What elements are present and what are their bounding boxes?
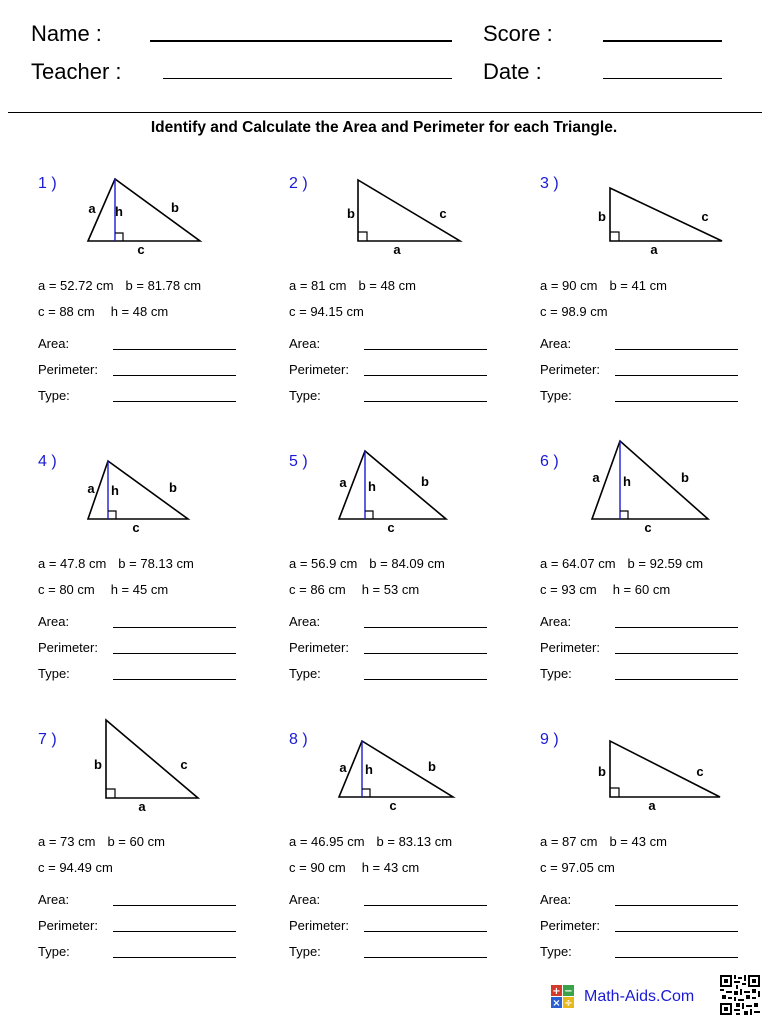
type-label: Type: — [289, 388, 321, 403]
side-label-a: a — [339, 475, 347, 490]
perimeter-answer-field[interactable] — [113, 931, 236, 932]
given-values-line-2 — [38, 860, 129, 875]
given-values-line-2 — [540, 304, 624, 319]
given-values-line-1 — [540, 834, 679, 849]
given-value: a = 81 cm — [289, 278, 347, 293]
given-value: a = 90 cm — [540, 278, 598, 293]
given-value: a = 87 cm — [540, 834, 598, 849]
triangle-figure — [38, 453, 258, 543]
given-values-line-1 — [38, 278, 213, 293]
given-value: c = 80 cm — [38, 582, 95, 597]
given-value: h = 53 cm — [361, 582, 420, 597]
side-label-a: a — [650, 242, 658, 257]
area-label: Area: — [540, 336, 572, 351]
type-label: Type: — [540, 944, 572, 959]
area-label: Area: — [289, 892, 321, 907]
score-field[interactable] — [603, 40, 722, 42]
right-angle-marker — [620, 511, 628, 519]
area-answer-field[interactable] — [364, 905, 487, 906]
given-value: b = 84.09 cm — [369, 556, 445, 571]
perimeter-answer-field[interactable] — [615, 375, 738, 376]
problem-6 — [540, 453, 768, 713]
side-label-b: b — [347, 206, 355, 221]
date-field[interactable] — [603, 78, 722, 79]
area-answer-field[interactable] — [615, 905, 738, 906]
right-angle-marker — [106, 789, 115, 798]
area-label: Area: — [289, 336, 321, 351]
qr-code-icon — [720, 975, 760, 1015]
area-label: Area: — [38, 614, 70, 629]
side-label-h: h — [623, 474, 631, 489]
side-label-c: c — [389, 798, 397, 813]
side-label-b: b — [598, 209, 606, 224]
type-answer-field[interactable] — [615, 679, 738, 680]
header-divider — [8, 112, 762, 113]
svg-text:÷: ÷ — [564, 998, 573, 1009]
given-values-line-2 — [540, 582, 686, 597]
type-answer-field[interactable] — [615, 401, 738, 402]
given-value: c = 88 cm — [38, 304, 95, 319]
perimeter-label: Perimeter: — [289, 640, 349, 655]
given-value: c = 90 cm — [289, 860, 346, 875]
side-label-c: c — [137, 242, 145, 257]
problem-number: 8 ) — [289, 731, 308, 748]
side-label-c: c — [180, 757, 188, 772]
side-label-c: c — [132, 520, 140, 535]
svg-text:×: × — [552, 998, 561, 1009]
teacher-label: Teacher : — [31, 59, 122, 84]
problem-number: 9 ) — [540, 731, 559, 748]
given-value: h = 48 cm — [110, 304, 169, 319]
perimeter-answer-field[interactable] — [364, 653, 487, 654]
area-answer-field[interactable] — [364, 349, 487, 350]
type-label: Type: — [38, 944, 70, 959]
side-label-c: c — [644, 520, 652, 535]
svg-text:−: − — [564, 986, 573, 997]
given-value: a = 64.07 cm — [540, 556, 616, 571]
teacher-field[interactable] — [163, 78, 452, 79]
area-answer-field[interactable] — [113, 905, 236, 906]
side-label-b: b — [428, 759, 436, 774]
given-value: a = 46.95 cm — [289, 834, 365, 849]
given-values-line-1 — [289, 278, 428, 293]
name-label: Name : — [31, 21, 102, 46]
type-answer-field[interactable] — [113, 401, 236, 402]
problem-1 — [38, 175, 278, 435]
side-label-b: b — [171, 200, 179, 215]
given-value: b = 41 cm — [609, 278, 667, 293]
problem-number: 7 ) — [38, 731, 57, 748]
calculator-icon — [551, 985, 575, 1009]
area-answer-field[interactable] — [615, 627, 738, 628]
date-label: Date : — [483, 59, 542, 84]
given-value: h = 60 cm — [612, 582, 671, 597]
problem-number: 2 ) — [289, 175, 308, 192]
area-answer-field[interactable] — [615, 349, 738, 350]
right-angle-marker — [115, 233, 123, 241]
triangle-figure — [540, 731, 760, 821]
side-label-h: h — [111, 483, 119, 498]
problem-number: 4 ) — [38, 453, 57, 470]
perimeter-label: Perimeter: — [289, 362, 349, 377]
area-answer-field[interactable] — [364, 627, 487, 628]
type-answer-field[interactable] — [364, 679, 487, 680]
side-label-a: a — [87, 481, 95, 496]
area-answer-field[interactable] — [113, 627, 236, 628]
area-label: Area: — [540, 614, 572, 629]
given-values-line-2 — [289, 304, 380, 319]
score-label: Score : — [483, 21, 553, 46]
problem-7 — [38, 731, 278, 991]
given-value: b = 92.59 cm — [627, 556, 704, 571]
site-link[interactable]: Math-Aids.Com — [584, 988, 695, 1005]
area-label: Area: — [289, 614, 321, 629]
perimeter-answer-field[interactable] — [113, 375, 236, 376]
area-label: Area: — [38, 892, 70, 907]
side-label-b: b — [598, 764, 606, 779]
problem-number: 3 ) — [540, 175, 559, 192]
given-values-line-1 — [38, 556, 206, 571]
side-label-a: a — [648, 798, 656, 813]
triangle-outline — [339, 451, 446, 519]
area-label: Area: — [540, 892, 572, 907]
side-label-a: a — [88, 201, 96, 216]
type-answer-field[interactable] — [113, 679, 236, 680]
given-value: c = 98.9 cm — [540, 304, 608, 319]
given-value: c = 94.15 cm — [289, 304, 364, 319]
given-values-line-1 — [540, 278, 679, 293]
svg-text:+: + — [552, 986, 561, 997]
side-label-b: b — [421, 474, 429, 489]
right-angle-marker — [108, 511, 116, 519]
right-angle-marker — [362, 789, 370, 797]
side-label-h: h — [368, 479, 376, 494]
triangle-figure — [38, 731, 258, 821]
given-value: a = 47.8 cm — [38, 556, 107, 571]
type-label: Type: — [38, 388, 70, 403]
right-angle-marker — [358, 232, 367, 241]
side-label-a: a — [592, 470, 600, 485]
given-value: b = 83.13 cm — [376, 834, 453, 849]
given-value: a = 56.9 cm — [289, 556, 358, 571]
type-answer-field[interactable] — [113, 957, 236, 958]
side-label-a: a — [393, 242, 401, 257]
perimeter-label: Perimeter: — [289, 918, 349, 933]
side-label-a: a — [138, 799, 146, 814]
triangle-figure — [289, 731, 509, 821]
given-value: b = 78.13 cm — [118, 556, 194, 571]
triangle-figure — [540, 453, 760, 543]
problem-5 — [289, 453, 529, 713]
triangle-outline — [592, 441, 708, 519]
problem-4 — [38, 453, 278, 713]
side-label-b: b — [94, 757, 102, 772]
given-value: b = 43 cm — [609, 834, 667, 849]
triangle-outline — [88, 179, 200, 241]
problem-number: 6 ) — [540, 453, 559, 470]
side-label-b: b — [169, 480, 177, 495]
given-value: b = 60 cm — [107, 834, 165, 849]
side-label-a: a — [339, 760, 347, 775]
problem-2 — [289, 175, 529, 435]
given-values-line-2 — [38, 304, 184, 319]
problem-number: 1 ) — [38, 175, 57, 192]
perimeter-label: Perimeter: — [38, 362, 98, 377]
perimeter-answer-field[interactable] — [615, 931, 738, 932]
problem-3 — [540, 175, 768, 435]
given-values-line-2 — [289, 860, 435, 875]
side-label-c: c — [696, 764, 704, 779]
side-label-c: c — [439, 206, 447, 221]
given-value: b = 81.78 cm — [125, 278, 202, 293]
given-values-line-1 — [38, 834, 177, 849]
given-values-line-2 — [540, 860, 631, 875]
name-field[interactable] — [150, 40, 452, 42]
perimeter-label: Perimeter: — [540, 640, 600, 655]
given-values-line-1 — [540, 556, 715, 571]
worksheet-title: Identify and Calculate the Area and Perimeter for each Triangle. — [150, 119, 618, 136]
triangle-figure — [289, 175, 509, 265]
given-value: h = 45 cm — [110, 582, 169, 597]
problem-9 — [540, 731, 768, 991]
type-answer-field[interactable] — [615, 957, 738, 958]
given-values-line-2 — [289, 582, 435, 597]
type-label: Type: — [38, 666, 70, 681]
perimeter-label: Perimeter: — [38, 640, 98, 655]
perimeter-label: Perimeter: — [540, 918, 600, 933]
side-label-b: b — [681, 470, 689, 485]
perimeter-answer-field[interactable] — [364, 931, 487, 932]
perimeter-label: Perimeter: — [540, 362, 600, 377]
type-answer-field[interactable] — [364, 957, 487, 958]
triangle-figure — [289, 453, 509, 543]
given-values-line-1 — [289, 556, 457, 571]
type-label: Type: — [540, 666, 572, 681]
side-label-c: c — [701, 209, 709, 224]
given-values-line-2 — [38, 582, 184, 597]
given-value: c = 93 cm — [540, 582, 597, 597]
side-label-h: h — [365, 762, 373, 777]
given-values-line-1 — [289, 834, 464, 849]
given-value: a = 52.72 cm — [38, 278, 114, 293]
right-angle-marker — [365, 511, 373, 519]
problem-number: 5 ) — [289, 453, 308, 470]
perimeter-answer-field[interactable] — [615, 653, 738, 654]
perimeter-answer-field[interactable] — [113, 653, 236, 654]
problem-8 — [289, 731, 529, 991]
area-answer-field[interactable] — [113, 349, 236, 350]
type-answer-field[interactable] — [364, 401, 487, 402]
given-value: c = 94.49 cm — [38, 860, 113, 875]
area-label: Area: — [38, 336, 70, 351]
right-angle-marker — [610, 788, 619, 797]
given-value: a = 73 cm — [38, 834, 96, 849]
type-label: Type: — [289, 944, 321, 959]
side-label-h: h — [115, 204, 123, 219]
type-label: Type: — [540, 388, 572, 403]
given-value: h = 43 cm — [361, 860, 420, 875]
triangle-figure — [38, 175, 258, 265]
perimeter-label: Perimeter: — [38, 918, 98, 933]
given-value: b = 48 cm — [358, 278, 416, 293]
given-value: c = 86 cm — [289, 582, 346, 597]
perimeter-answer-field[interactable] — [364, 375, 487, 376]
type-label: Type: — [289, 666, 321, 681]
given-value: c = 97.05 cm — [540, 860, 615, 875]
side-label-c: c — [387, 520, 395, 535]
right-angle-marker — [610, 232, 619, 241]
triangle-figure — [540, 175, 760, 265]
